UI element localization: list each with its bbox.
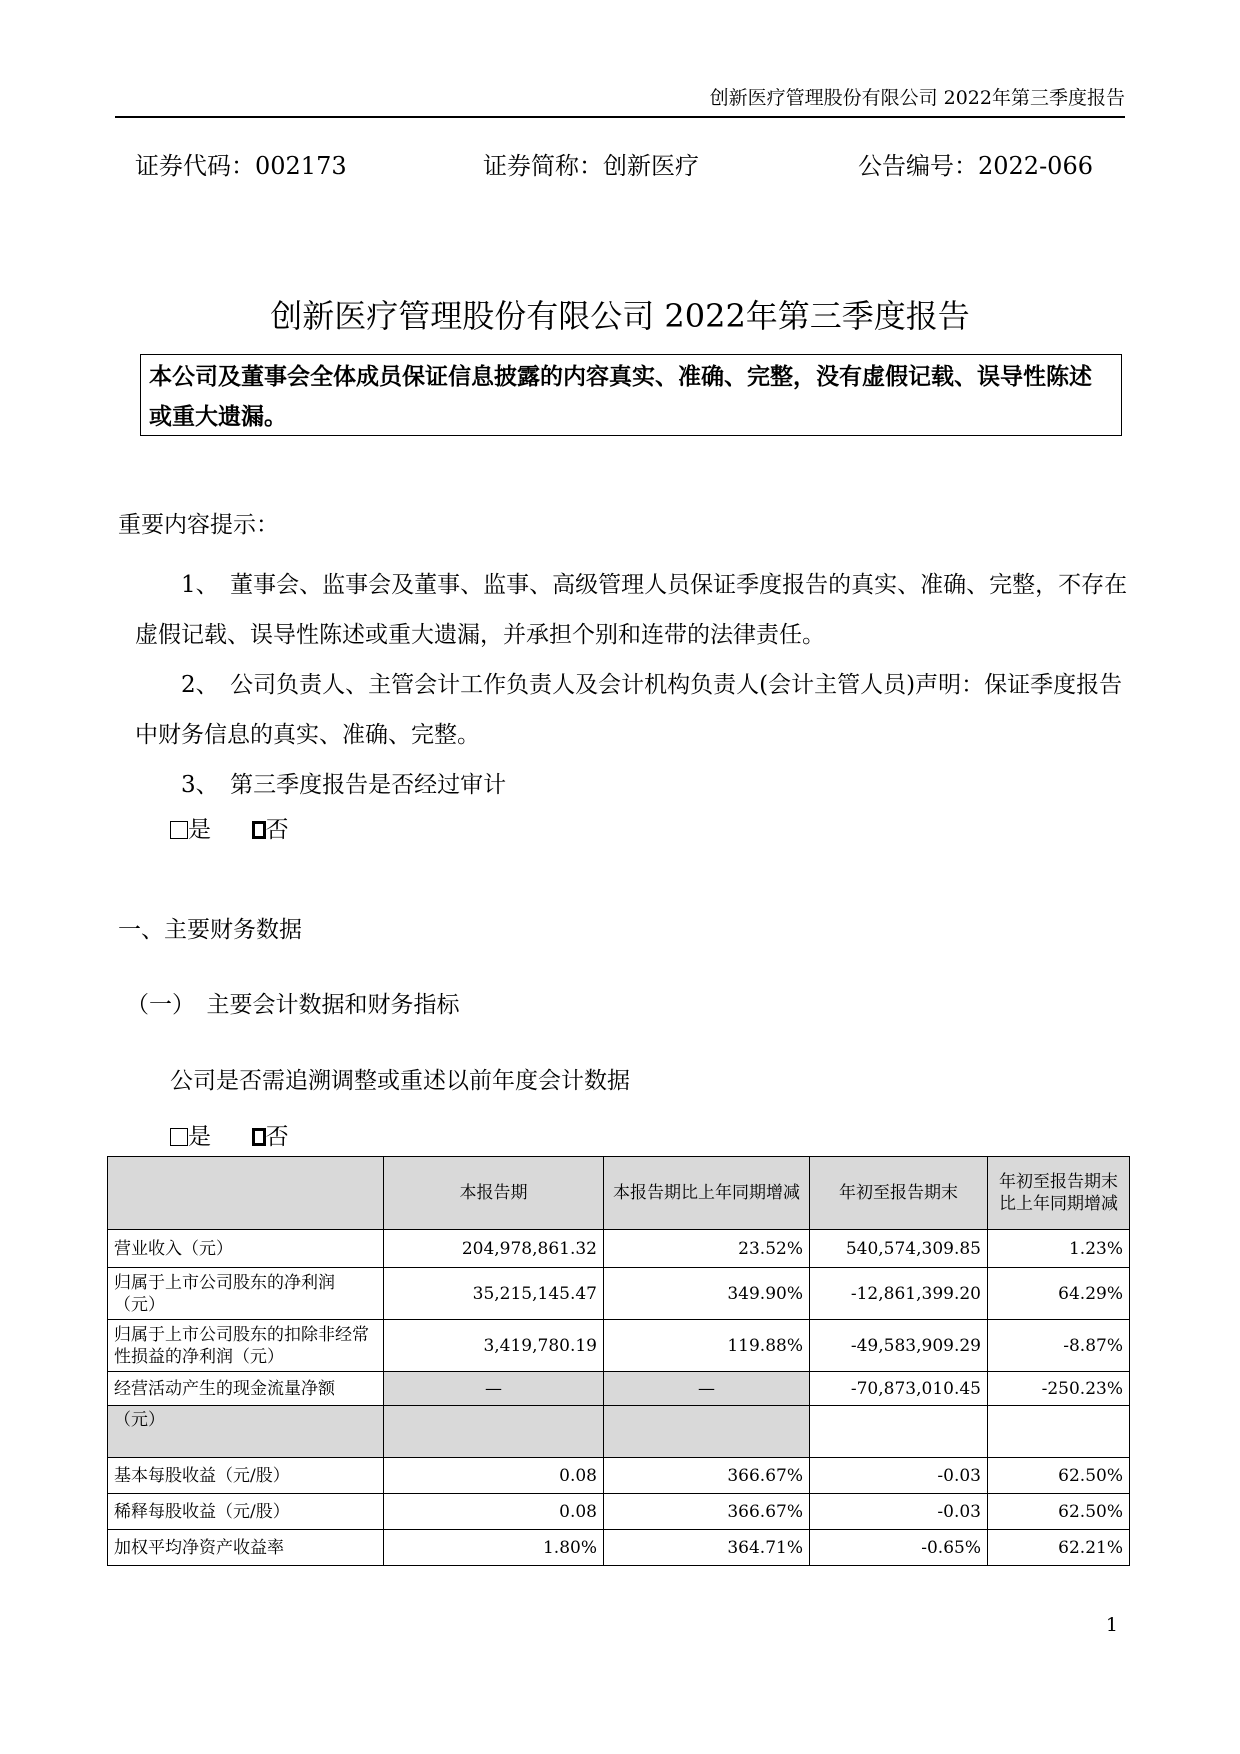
table-header-cell: 本报告期 <box>384 1157 604 1230</box>
table-cell: 1.80% <box>384 1530 604 1566</box>
table-header-cell <box>108 1157 384 1230</box>
running-header <box>115 86 1125 118</box>
table-row <box>108 1372 1130 1406</box>
table-cell: 1.23% <box>988 1230 1130 1268</box>
table-row <box>108 1494 1130 1530</box>
running-header-text: 创新医疗管理股份有限公司 2022年第三季度报告 <box>709 87 1125 109</box>
important-item-3: 3、 第三季度报告是否经过审计 <box>181 772 507 798</box>
table-cell: 35,215,145.47 <box>384 1268 604 1320</box>
row-label: 经营活动产生的现金流量净额 <box>108 1372 384 1406</box>
row-label: 归属于上市公司股东的净利润（元） <box>108 1268 384 1320</box>
table-row <box>108 1230 1130 1268</box>
table-cell: -8.87% <box>988 1320 1130 1372</box>
important-heading: 重要内容提示： <box>118 512 279 538</box>
row-label: （元） <box>108 1406 384 1458</box>
table-cell: 540,574,309.85 <box>810 1230 988 1268</box>
row-label: 基本每股收益（元/股） <box>108 1458 384 1494</box>
table-cell: -0.65% <box>810 1530 988 1566</box>
report-title: 创新医疗管理股份有限公司 2022年第三季度报告 <box>270 297 970 335</box>
audit-no-checkbox[interactable] <box>252 821 266 839</box>
table-cell <box>604 1406 810 1458</box>
section-1-sub-heading: （一） 主要会计数据和财务指标 <box>126 992 460 1018</box>
restatement-no-label: 否 <box>265 1124 289 1150</box>
table-cell: 64.29% <box>988 1268 1130 1320</box>
notice-number: 公告编号：2022-066 <box>858 152 1093 180</box>
important-item-1: 1、 董事会、监事会及董事、监事、高级管理人员保证季度报告的真实、准确、完整，不存在虚假记载、误导性陈述或重大遗漏，并承担个别和连带的法律责任。 <box>135 572 1128 648</box>
important-item-2: 2、 公司负责人、主管会计工作负责人及会计机构负责人(会计主管人员)声明：保证季度报告中财务信息的真实、准确、完整。 <box>135 672 1123 748</box>
table-cell: 62.21% <box>988 1530 1130 1566</box>
table-cell: — <box>604 1372 810 1406</box>
table-cell: -12,861,399.20 <box>810 1268 988 1320</box>
table-header-row <box>108 1157 1130 1230</box>
row-label: 稀释每股收益（元/股） <box>108 1494 384 1530</box>
table-cell: -0.03 <box>810 1494 988 1530</box>
table-cell: 366.67% <box>604 1494 810 1530</box>
table-row <box>108 1406 1130 1458</box>
table-cell: 0.08 <box>384 1458 604 1494</box>
table-cell <box>988 1406 1130 1458</box>
table-row <box>108 1268 1130 1320</box>
financial-data-table <box>107 1156 1130 1566</box>
restatement-yes-label: 是 <box>188 1124 211 1150</box>
table-header-cell: 本报告期比上年同期增减 <box>604 1157 810 1230</box>
audit-yes-checkbox[interactable] <box>170 821 188 839</box>
section-1-heading: 一、主要财务数据 <box>118 917 302 943</box>
table-row <box>108 1320 1130 1372</box>
table-cell <box>384 1406 604 1458</box>
page-number: 1 <box>1105 1614 1118 1636</box>
table-row <box>108 1458 1130 1494</box>
table-cell: 62.50% <box>988 1458 1130 1494</box>
row-label: 营业收入（元） <box>108 1230 384 1268</box>
table-cell: 366.67% <box>604 1458 810 1494</box>
table-cell: -49,583,909.29 <box>810 1320 988 1372</box>
table-cell: 119.88% <box>604 1320 810 1372</box>
row-label: 归属于上市公司股东的扣除非经常性损益的净利润（元） <box>108 1320 384 1372</box>
table-cell: -250.23% <box>988 1372 1130 1406</box>
board-guarantee-notice: 本公司及董事会全体成员保证信息披露的内容真实、准确、完整，没有虚假记载、误导性陈述或重大遗漏。 <box>140 354 1122 436</box>
restatement-no-checkbox[interactable] <box>252 1128 266 1146</box>
row-label: 加权平均净资产收益率 <box>108 1530 384 1566</box>
security-short-name: 证券简称：创新医疗 <box>483 152 699 180</box>
table-header-cell: 年初至报告期末 <box>810 1157 988 1230</box>
audit-no-label: 否 <box>265 817 289 843</box>
security-code: 证券代码：002173 <box>135 152 347 180</box>
table-cell: 204,978,861.32 <box>384 1230 604 1268</box>
restatement-checkboxes <box>170 1122 289 1152</box>
audit-checkboxes <box>170 815 289 845</box>
table-cell: 62.50% <box>988 1494 1130 1530</box>
table-cell <box>810 1406 988 1458</box>
table-row <box>108 1530 1130 1566</box>
table-header-cell: 年初至报告期末比上年同期增减 <box>988 1157 1130 1230</box>
table-cell: 0.08 <box>384 1494 604 1530</box>
table-cell: — <box>384 1372 604 1406</box>
table-cell: 349.90% <box>604 1268 810 1320</box>
table-cell: 23.52% <box>604 1230 810 1268</box>
table-cell: -0.03 <box>810 1458 988 1494</box>
restatement-yes-checkbox[interactable] <box>170 1128 188 1146</box>
restatement-question: 公司是否需追溯调整或重述以前年度会计数据 <box>170 1068 630 1094</box>
table-cell: -70,873,010.45 <box>810 1372 988 1406</box>
table-cell: 364.71% <box>604 1530 810 1566</box>
table-cell: 3,419,780.19 <box>384 1320 604 1372</box>
audit-yes-label: 是 <box>188 817 211 843</box>
